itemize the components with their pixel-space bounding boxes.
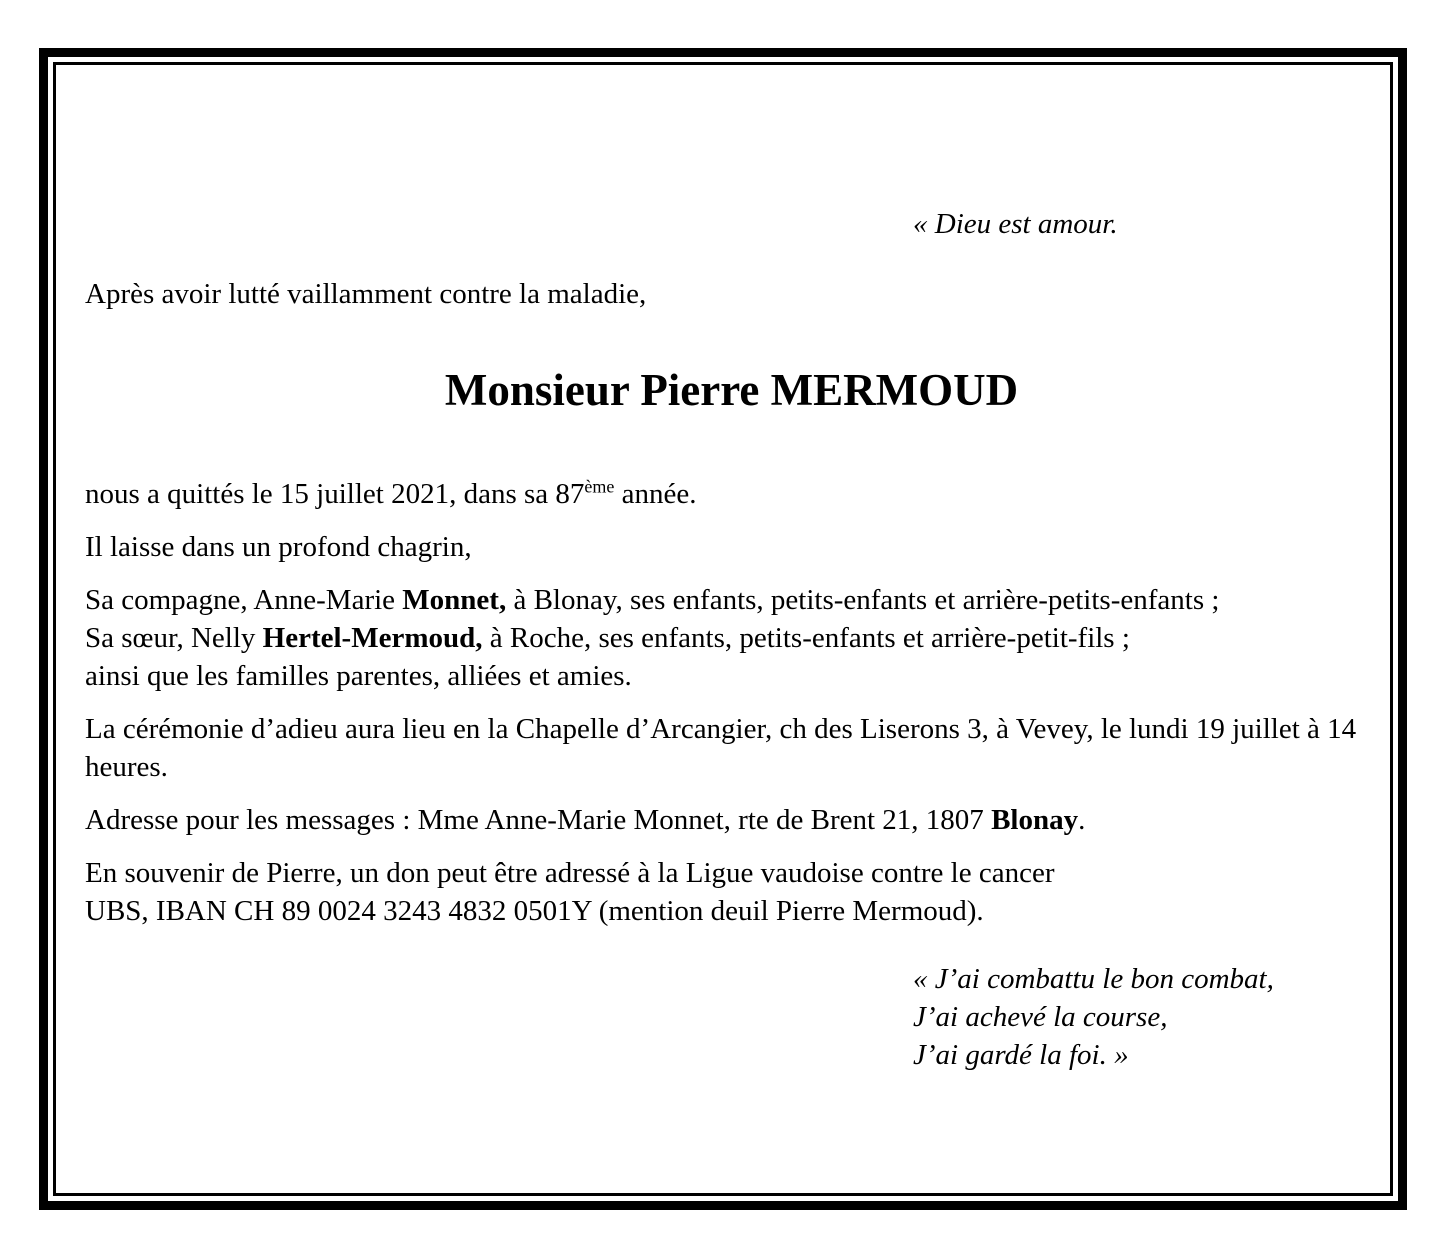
family-line-companion — [85, 581, 1378, 619]
deceased-name-text: Monsieur Pierre MERMOUD — [444, 365, 1019, 415]
family-line-sister — [85, 619, 1378, 657]
death-date-post: année. — [614, 478, 697, 510]
family-paragraph — [85, 581, 1378, 695]
family-line1-post: à Blonay, ses enfants, petits-enfants et arrière-petits-enfants ; — [506, 584, 1220, 616]
grief-text: Il laisse dans un profond chagrin, — [85, 531, 472, 563]
ceremony-paragraph — [85, 710, 1378, 786]
epigraph-text: « Dieu est amour. — [913, 208, 1118, 240]
donation-paragraph — [85, 854, 1378, 930]
address-locality: Blonay — [991, 804, 1079, 836]
outer-border-frame — [39, 48, 1407, 1210]
deceased-name-title — [85, 363, 1378, 418]
inner-border-frame — [53, 62, 1393, 1196]
death-date-line — [85, 475, 1378, 513]
epigraph-quote — [913, 205, 1378, 243]
intro-line — [85, 275, 1378, 313]
ceremony-text: La cérémonie d’adieu aura lieu en la Chapelle d’Arcangier, ch des Liserons 3, à Vevey, le lundi 19 juillet à 14 heures. — [85, 713, 1357, 783]
age-ordinal-superscript: ème — [584, 476, 615, 497]
address-line — [85, 801, 1378, 839]
closing-quote-line-1: « J’ai combattu le bon combat, — [913, 963, 1274, 995]
family-line2-pre: Sa sœur, Nelly — [85, 622, 263, 654]
family-line1-name: Monnet, — [402, 584, 507, 616]
family-line-relatives — [85, 657, 1378, 695]
address-pre: Adresse pour les messages : Mme Anne-Marie Monnet, rte de Brent 21, 1807 — [85, 804, 992, 836]
grief-line — [85, 528, 1378, 566]
address-post: . — [1078, 804, 1086, 836]
family-line2-post: à Roche, ses enfants, petits-enfants et arrière-petit-fils ; — [482, 622, 1130, 654]
family-line1-pre: Sa compagne, Anne-Marie — [85, 584, 403, 616]
closing-scripture-quote — [913, 960, 1378, 1074]
closing-quote-line-3: J’ai gardé la foi. » — [913, 1039, 1129, 1071]
closing-quote-line-2: J’ai achevé la course, — [913, 1001, 1168, 1033]
family-line3-text: ainsi que les familles parentes, alliées et amies. — [85, 660, 632, 692]
donation-line-2: UBS, IBAN CH 89 0024 3243 4832 0501Y (mention deuil Pierre Mermoud). — [85, 895, 984, 927]
donation-line-1: En souvenir de Pierre, un don peut être adressé à la Ligue vaudoise contre le cancer — [85, 857, 1055, 889]
family-line2-name: Hertel-Mermoud, — [262, 622, 483, 654]
intro-text: Après avoir lutté vaillamment contre la maladie, — [85, 278, 647, 310]
death-date-pre: nous a quittés le 15 juillet 2021, dans sa 87 — [85, 478, 585, 510]
